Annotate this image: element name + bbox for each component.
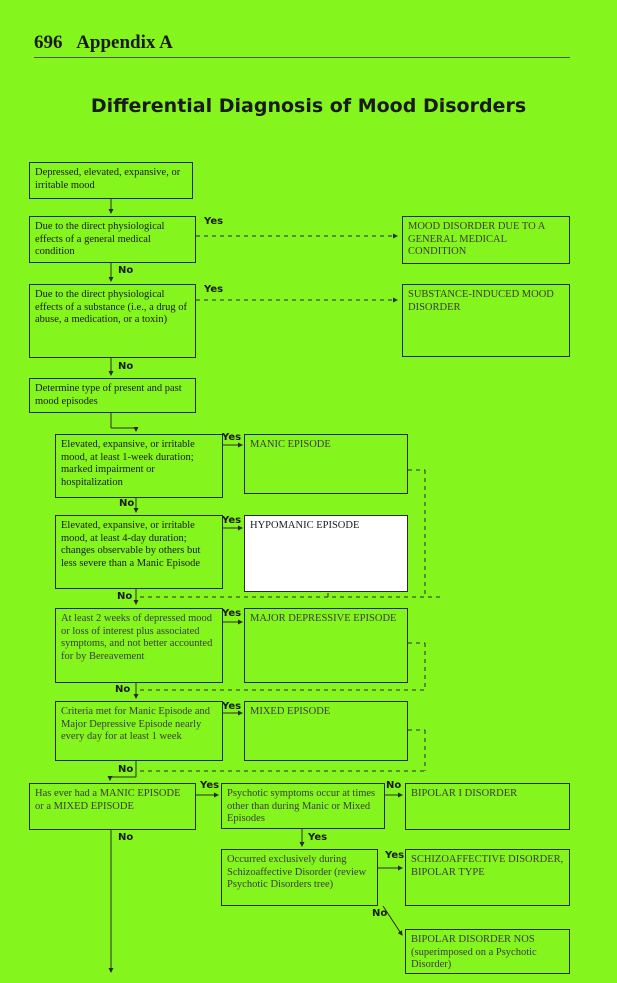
- page-number: 696: [34, 32, 63, 53]
- no-label-hypomanic: No: [117, 591, 133, 602]
- manic-decision-box: Elevated, expansive, or irritable mood, at least 1-week duration; marked impairment or hospitalization: [55, 434, 223, 498]
- hypomanic-decision-box: Elevated, expansive, or irritable mood, at least 4-day duration; changes observable by others but less severe than a Manic Episode: [55, 515, 223, 589]
- no-label-ever-manic: No: [118, 832, 134, 843]
- substance-decision-box: Due to the direct physiological effects of a substance (i.e., a drug of abuse, a medication, or a toxin): [29, 284, 196, 358]
- no-label-gmc: No: [118, 265, 134, 276]
- bipolar-nos-result-box: BIPOLAR DISORDER NOS (superimposed on a Psychotic Disorder): [405, 929, 570, 974]
- no-label-mde: No: [115, 684, 131, 695]
- yes-label-hypomanic: Yes: [222, 515, 242, 526]
- mixed-episode-box: MIXED EPISODE: [244, 701, 408, 761]
- yes-label-mixed: Yes: [222, 701, 242, 712]
- mde-decision-box: At least 2 weeks of depressed mood or loss of interest plus associated symptoms, and not better accounted for by Bereavement: [55, 608, 223, 683]
- yes-label-ever-manic: Yes: [200, 780, 220, 791]
- yes-label-psychotic: Yes: [308, 832, 328, 843]
- yes-label-gmc: Yes: [204, 216, 224, 227]
- psychotic-decision-box: Psychotic symptoms occur at times other than during Manic or Mixed Episodes: [221, 783, 385, 829]
- substance-result-box: SUBSTANCE-INDUCED MOOD DISORDER: [402, 284, 570, 357]
- no-label-schizo: No: [372, 908, 388, 919]
- ever-manic-decision-box: Has ever had a MANIC EPISODE or a MIXED EPISODE: [29, 783, 196, 830]
- yes-label-mde: Yes: [222, 608, 242, 619]
- hypomanic-episode-box: HYPOMANIC EPISODE: [244, 515, 408, 592]
- no-label-mixed: No: [118, 764, 134, 775]
- yes-label-manic: Yes: [222, 432, 242, 443]
- no-label-substance: No: [118, 361, 134, 372]
- yes-label-schizo: Yes: [385, 850, 405, 861]
- no-label-psychotic: No: [386, 780, 402, 791]
- bipolar1-result-box: BIPOLAR I DISORDER: [405, 783, 570, 830]
- schizoaffective-result-box: SCHIZOAFFECTIVE DISORDER, BIPOLAR TYPE: [405, 849, 570, 906]
- diagram-title: Differential Diagnosis of Mood Disorders: [90, 95, 527, 117]
- gmc-result-box: MOOD DISORDER DUE TO A GENERAL MEDICAL CONDITION: [402, 216, 570, 264]
- schizoaffective-decision-box: Occurred exclusively during Schizoaffective Disorder (review Psychotic Disorders tree): [221, 849, 378, 906]
- no-label-manic: No: [119, 498, 135, 509]
- gmc-decision-box: Due to the direct physiological effects of a general medical condition: [29, 216, 196, 263]
- section-title: Appendix A: [76, 32, 173, 53]
- manic-episode-box: MANIC EPISODE: [244, 434, 408, 494]
- start-box: Depressed, elevated, expansive, or irritable mood: [29, 162, 193, 199]
- yes-label-substance: Yes: [204, 284, 224, 295]
- mixed-decision-box: Criteria met for Manic Episode and Major Depressive Episode nearly every day for at least 1 week: [55, 701, 223, 761]
- mde-result-box: MAJOR DEPRESSIVE EPISODE: [244, 608, 408, 683]
- determine-episodes-box: Determine type of present and past mood episodes: [29, 378, 196, 413]
